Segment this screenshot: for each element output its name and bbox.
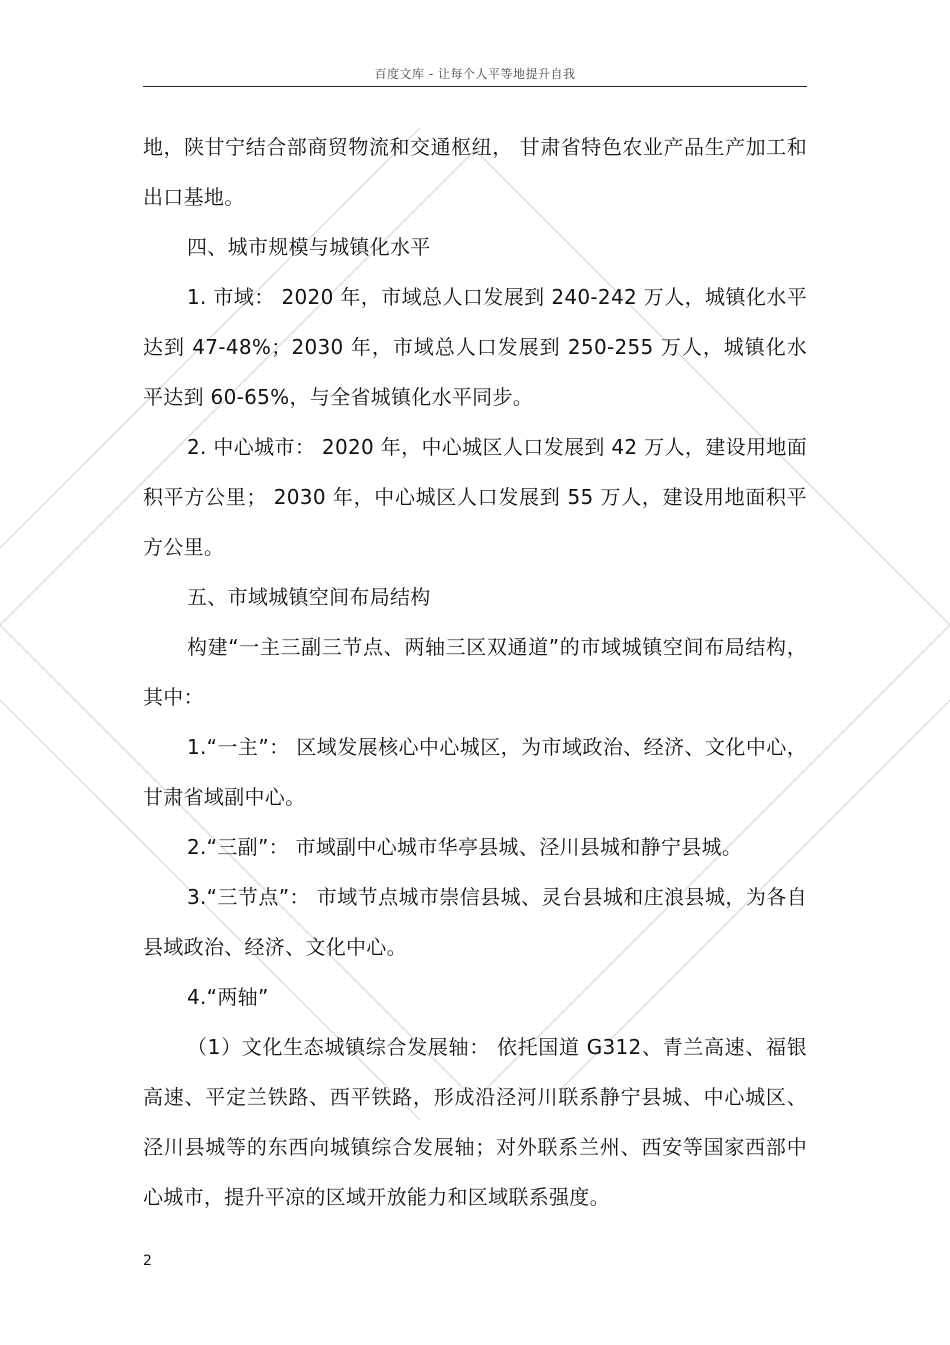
- paragraph: 1. 市域： 2020 年，市域总人口发展到 240-242 万人，城镇化水平达到 47-48%；2030 年，市域总人口发展到 250-255 万人，城镇化水平达到 60-65%，与全省城镇化水平同步。: [143, 285, 807, 409]
- paragraph: 2. 中心城市： 2020 年，中心城区人口发展到 42 万人，建设用地面积平方公里； 2030 年，中心城区人口发展到 55 万人，建设用地面积平方公里。: [143, 435, 807, 559]
- section-heading: 五、市域城镇空间布局结构: [187, 585, 431, 609]
- page-number: 2: [143, 1253, 152, 1269]
- paragraph: 3.“三节点”： 市域节点城市崇信县城、灵台县城和庄浪县城，为各自县域政治、经济、文化中心。: [143, 885, 807, 959]
- paragraph: 地，陕甘宁结合部商贸物流和交通枢纽， 甘肃省特色农业产品生产加工和出口基地。: [143, 135, 807, 209]
- header-divider: [143, 86, 807, 87]
- paragraph: （1）文化生态城镇综合发展轴： 依托国道 G312、青兰高速、福银高速、平定兰铁路、西平铁路，形成沿泾河川联系静宁县城、中心城区、泾川县城等的东西向城镇综合发展轴；对外联系兰州、西安等国家西部中心城市，提升平凉的区域开放能力和区域联系强度。: [143, 1035, 807, 1209]
- document-body: [143, 122, 807, 1222]
- paragraph: 构建“一主三副三节点、两轴三区双通道”的市域城镇空间布局结构，其中：: [143, 635, 807, 709]
- paragraph: 2.“三副”： 市域副中心城市华亭县城、泾川县城和静宁县城。: [187, 835, 743, 859]
- paragraph: 4.“两轴”: [187, 985, 269, 1009]
- page-header: 百度文库 - 让每个人平等地提升自我: [374, 67, 576, 81]
- paragraph: 1.“一主”： 区域发展核心中心城区，为市域政治、经济、文化中心，甘肃省域副中心。: [143, 735, 807, 809]
- section-heading: 四、城市规模与城镇化水平: [187, 235, 431, 259]
